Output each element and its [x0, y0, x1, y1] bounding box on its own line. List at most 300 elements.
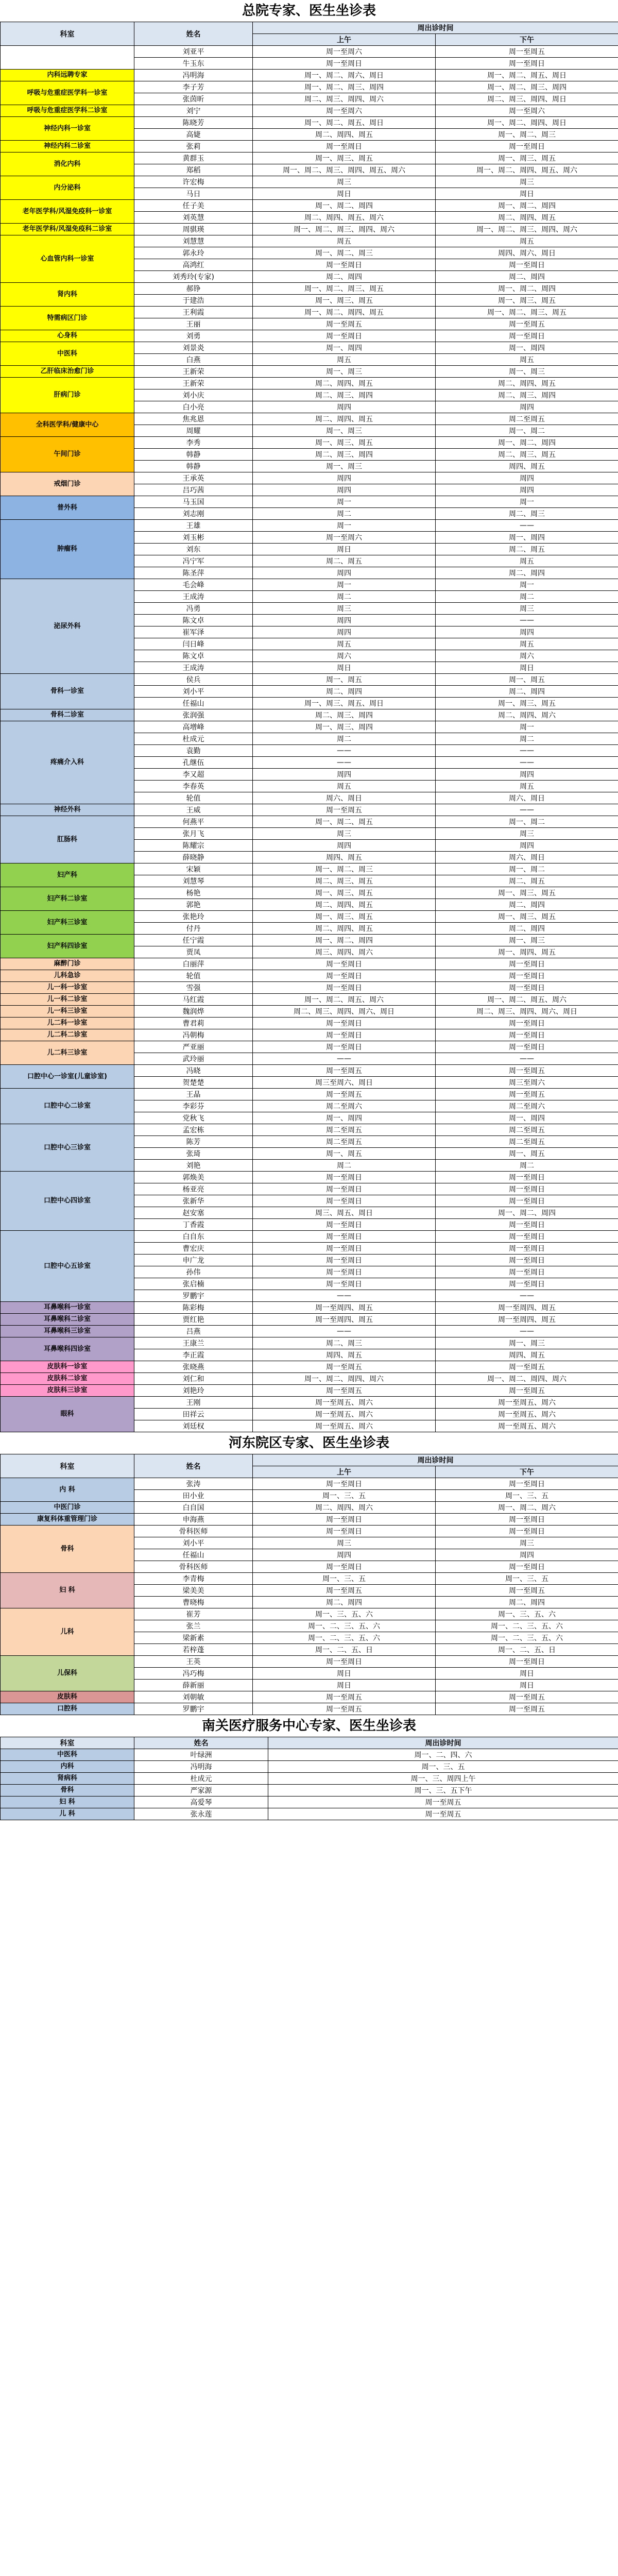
table-row	[1, 982, 618, 994]
pm-schedule: 周一至周日	[436, 958, 618, 970]
am-schedule: 周一、周二、周三	[253, 863, 436, 875]
am-schedule: 周一至周五	[253, 1065, 436, 1077]
pm-schedule: 周一、周二、周四、周六	[436, 1373, 618, 1385]
department-cell: 妇产科二诊室	[1, 887, 134, 911]
pm-schedule: 周二、周四	[436, 271, 618, 283]
pm-schedule: 周二、周四、周五	[436, 212, 618, 224]
pm-schedule: 周四、周六、周日	[436, 247, 618, 259]
department-cell: 口腔中心三诊室	[1, 1124, 134, 1172]
doctor-name: 刘英慧	[134, 212, 253, 224]
am-schedule: 周一至周五	[253, 1089, 436, 1100]
table-row	[1, 200, 618, 212]
department-cell: 特需病区门诊	[1, 307, 134, 330]
doctor-name: 武玲丽	[134, 1053, 253, 1065]
department-cell: 儿科急诊	[1, 970, 134, 982]
doctor-name: 贾凤	[134, 946, 253, 958]
doctor-name: 牛玉东	[134, 58, 253, 70]
table-row	[1, 863, 618, 875]
doctor-name: 严家源	[134, 1785, 268, 1797]
table-row	[1, 330, 618, 342]
doctor-name: 许宏梅	[134, 176, 253, 188]
am-schedule: 周五	[253, 354, 436, 366]
doctor-name: 刘小庆	[134, 389, 253, 401]
am-schedule: 周一、周三	[253, 461, 436, 472]
clinic-days: 周一、二、四、六	[268, 1749, 618, 1761]
am-schedule: ——	[253, 1053, 436, 1065]
pm-schedule: 周二至周六	[436, 1100, 618, 1112]
doctor-name: 魏润烨	[134, 1006, 253, 1018]
pm-schedule: 周一至周日	[436, 1195, 618, 1207]
pm-schedule: 周二、周三、周四、周日	[436, 93, 618, 105]
am-schedule: 周一至周日	[253, 1255, 436, 1266]
doctor-name: 王晶	[134, 1089, 253, 1100]
pm-schedule: 周二、周四	[436, 686, 618, 698]
doctor-name: 高鸿红	[134, 259, 253, 271]
am-schedule: 周一、周二、周三	[253, 247, 436, 259]
am-schedule: 周一、二、三、五、六	[253, 1632, 436, 1644]
doctor-name: 陈文卓	[134, 615, 253, 626]
pm-schedule: ——	[436, 615, 618, 626]
department-cell: 皮肤科一诊室	[1, 1361, 134, 1373]
pm-schedule: 周一、周二、周五、周六	[436, 994, 618, 1006]
am-schedule: 周四	[253, 484, 436, 496]
am-schedule: 周一至周日	[253, 982, 436, 994]
doctor-name: 王新荣	[134, 378, 253, 389]
table-row	[1, 1749, 618, 1761]
am-schedule: 周日	[253, 188, 436, 200]
department-cell: 戒烟门诊	[1, 472, 134, 496]
am-schedule: 周四	[253, 401, 436, 413]
am-schedule: 周日	[253, 662, 436, 674]
pm-schedule: 周二至周五	[436, 1124, 618, 1136]
pm-schedule: 周二、周四、周五	[436, 378, 618, 389]
department-cell: 肾内科	[1, 283, 134, 307]
table-row	[1, 1656, 618, 1668]
pm-schedule: 周四	[436, 840, 618, 852]
am-schedule: 周一、周二、周四	[253, 935, 436, 946]
pm-schedule: 周一、周二	[436, 816, 618, 828]
table-row	[1, 804, 618, 816]
doctor-name: 杨亚亮	[134, 1183, 253, 1195]
am-schedule: 周一、周三、周五	[253, 295, 436, 307]
pm-schedule: 周一至周日	[436, 1478, 618, 1490]
table-row	[1, 1326, 618, 1337]
header-dept: 科室	[1, 1737, 134, 1749]
section-title: 南关医疗服务中心专家、医生坐诊表	[201, 1718, 416, 1734]
am-schedule: 周一、周二、周四、周六	[253, 1373, 436, 1385]
doctor-name: 崔军泽	[134, 626, 253, 638]
am-schedule: 周一至周四、周五	[253, 1302, 436, 1314]
section-title: 河东院区专家、医生坐诊表	[228, 1435, 389, 1451]
table-row	[1, 1573, 618, 1585]
department-cell: 口腔中心二诊室	[1, 1089, 134, 1124]
am-schedule: 周一至周日	[253, 1231, 436, 1243]
doctor-name: 陈耀宗	[134, 840, 253, 852]
doctor-name: 高增峰	[134, 721, 253, 733]
am-schedule: 周日	[253, 1680, 436, 1691]
pm-schedule: 周一、三、五、六	[436, 1608, 618, 1620]
am-schedule: 周二至周六	[253, 1100, 436, 1112]
doctor-name: 梁美美	[134, 1585, 253, 1597]
pm-schedule: 周一、三、五	[436, 1573, 618, 1585]
am-schedule: 周一至周日	[253, 330, 436, 342]
department-cell: 儿一科三诊室	[1, 1006, 134, 1018]
department-cell: 全科医学科/健康中心	[1, 413, 134, 437]
pm-schedule: 周一至周六	[436, 105, 618, 117]
table-row	[1, 579, 618, 591]
am-schedule: 周二、周三、周四、周六、周日	[253, 1006, 436, 1018]
pm-schedule: ——	[436, 520, 618, 532]
pm-schedule: 周一至周日	[436, 1656, 618, 1668]
table-row	[1, 1172, 618, 1183]
am-schedule: 周一至周五、周六	[253, 1420, 436, 1432]
department-cell: 中医门诊	[1, 1502, 134, 1514]
department-cell: 呼吸与危重症医学科二诊室	[1, 105, 134, 117]
department-cell: 妇产科四诊室	[1, 935, 134, 958]
department-cell: 口腔中心五诊室	[1, 1231, 134, 1302]
department-cell: 妇产科	[1, 863, 134, 887]
doctor-name: 周骐瑛	[134, 224, 253, 235]
department-cell: 骨科	[1, 1526, 134, 1573]
doctor-name: 王成涛	[134, 662, 253, 674]
pm-schedule: 周一至周五、周六	[436, 1409, 618, 1420]
am-schedule: 周日	[253, 1668, 436, 1680]
pm-schedule: 周日	[436, 188, 618, 200]
pm-schedule: 周三至周六	[436, 1077, 618, 1089]
am-schedule: 周一至周日	[253, 1172, 436, 1183]
pm-schedule: 周一至周五	[436, 46, 618, 58]
pm-schedule: 周一至周五	[436, 1585, 618, 1597]
table-row	[1, 413, 618, 425]
am-schedule: ——	[253, 757, 436, 769]
department-cell: 骨科	[1, 1785, 134, 1797]
pm-schedule: 周一、周二、周四、周五、周六	[436, 164, 618, 176]
pm-schedule: 周五	[436, 555, 618, 567]
department-cell: 耳鼻喉科一诊室	[1, 1302, 134, 1314]
doctor-name: 刘景炎	[134, 342, 253, 354]
table-row	[1, 307, 618, 318]
am-schedule: 周一至周日	[253, 1195, 436, 1207]
department-cell: 儿二科一诊室	[1, 1018, 134, 1029]
pm-schedule: 周四、周五	[436, 1349, 618, 1361]
doctor-name: 刘小平	[134, 1537, 253, 1549]
department-cell: 麻醉门诊	[1, 958, 134, 970]
table-row	[1, 1385, 618, 1397]
am-schedule: 周一至周日	[253, 1526, 436, 1537]
am-schedule: 周二	[253, 508, 436, 520]
pm-schedule: 周一至周日	[436, 1041, 618, 1053]
pm-schedule: 周一、周二、周四	[436, 283, 618, 295]
doctor-name: 冯明海	[134, 1761, 268, 1773]
doctor-name: 张月飞	[134, 828, 253, 840]
pm-schedule: 周二、周四	[436, 899, 618, 911]
am-schedule: 周一至周五	[253, 1361, 436, 1373]
am-schedule: 周二、周四、周五	[253, 129, 436, 141]
am-schedule: 周一至周五	[253, 1691, 436, 1703]
pm-schedule: 周二、周三、周四	[436, 389, 618, 401]
doctor-name: 张涛	[134, 1478, 253, 1490]
department-cell: 皮肤科三诊室	[1, 1385, 134, 1397]
am-schedule: 周一、二、三、五、六	[253, 1620, 436, 1632]
department-cell: 消化内科	[1, 152, 134, 176]
doctor-name: 贺楚楚	[134, 1077, 253, 1089]
am-schedule: 周四	[253, 840, 436, 852]
pm-schedule: ——	[436, 757, 618, 769]
pm-schedule: 周二	[436, 1160, 618, 1172]
am-schedule: 周一至周日	[253, 1278, 436, 1290]
doctor-name: 孙伟	[134, 1266, 253, 1278]
department-cell: 老年医学科/风湿免疫科一诊室	[1, 200, 134, 224]
pm-schedule: ——	[436, 804, 618, 816]
am-schedule: 周六、周日	[253, 792, 436, 804]
pm-schedule: 周一、周二、周六	[436, 1502, 618, 1514]
pm-schedule: 周一至周日	[436, 1266, 618, 1278]
pm-schedule: 周一、周四、周五	[436, 946, 618, 958]
doctor-name: 于建浩	[134, 295, 253, 307]
table-row	[1, 141, 618, 152]
pm-schedule: ——	[436, 1326, 618, 1337]
table-row	[1, 81, 618, 93]
am-schedule: 周一至周日	[253, 141, 436, 152]
department-cell: 呼吸与危重症医学科一诊室	[1, 81, 134, 105]
am-schedule: 周四	[253, 626, 436, 638]
pm-schedule: 周一至周五	[436, 1703, 618, 1715]
pm-schedule: 周二、周三	[436, 508, 618, 520]
am-schedule: 周一至周六	[253, 532, 436, 544]
am-schedule: 周二、周四	[253, 1597, 436, 1608]
doctor-name: 何燕平	[134, 816, 253, 828]
am-schedule: 周二、周四、周五	[253, 378, 436, 389]
am-schedule: 周二至周五	[253, 1124, 436, 1136]
pm-schedule: 周五	[436, 638, 618, 650]
am-schedule: 周一、三、五	[253, 1490, 436, 1502]
table-row	[1, 911, 618, 923]
doctor-name: 郑稻	[134, 164, 253, 176]
doctor-name: 张艳玲	[134, 911, 253, 923]
pm-schedule: 周一、周二、周三、周四、周六	[436, 224, 618, 235]
pm-schedule: 周四、周五	[436, 461, 618, 472]
doctor-name: 韩静	[134, 449, 253, 461]
doctor-name: 郭艳	[134, 899, 253, 911]
doctor-name: 王英	[134, 1656, 253, 1668]
pm-schedule: 周一、二、三、五、六	[436, 1620, 618, 1632]
am-schedule: 周二	[253, 1160, 436, 1172]
am-schedule: 周二、周三、周四、周六	[253, 93, 436, 105]
table-row	[1, 1785, 618, 1797]
department-cell: 骨科二诊室	[1, 709, 134, 721]
am-schedule: 周二、周四	[253, 686, 436, 698]
doctor-name: 马日	[134, 188, 253, 200]
am-schedule: 周四	[253, 567, 436, 579]
am-schedule: 周二、周四	[253, 271, 436, 283]
doctor-name: 郭焕美	[134, 1172, 253, 1183]
am-schedule: 周一至周六	[253, 105, 436, 117]
doctor-name: 任子美	[134, 200, 253, 212]
table-row	[1, 117, 618, 129]
doctor-name: 冯明海	[134, 70, 253, 81]
header-period: 周出诊时间	[253, 22, 618, 34]
am-schedule: 周一、周二、周三、周四、周五、周六	[253, 164, 436, 176]
table-row	[1, 709, 618, 721]
header-row	[1, 22, 618, 34]
department-cell: 内 科	[1, 1478, 134, 1502]
doctor-name: 刘慧慧	[134, 235, 253, 247]
pm-schedule: 周一、周二、周四	[436, 1207, 618, 1219]
table-row	[1, 105, 618, 117]
am-schedule: 周一至周日	[253, 1018, 436, 1029]
department-cell: 肛肠科	[1, 816, 134, 863]
pm-schedule: 周六、周日	[436, 792, 618, 804]
pm-schedule: 周二	[436, 591, 618, 603]
am-schedule: 周一、周三、周五	[253, 911, 436, 923]
doctor-name: 薛晓静	[134, 852, 253, 863]
am-schedule: 周一至周五、周六	[253, 1409, 436, 1420]
doctor-name: 曹君莉	[134, 1018, 253, 1029]
table-row	[1, 1773, 618, 1785]
am-schedule: 周二、周四、周五	[253, 923, 436, 935]
doctor-name: 冯宁军	[134, 555, 253, 567]
am-schedule: 周一、周三、周五	[253, 437, 436, 449]
pm-schedule: 周五	[436, 235, 618, 247]
am-schedule: 周一	[253, 496, 436, 508]
header-pm: 下午	[436, 1466, 618, 1478]
department-cell: 中医科	[1, 342, 134, 366]
am-schedule: 周一、周三	[253, 366, 436, 378]
doctor-name: 罗鹏宇	[134, 1703, 253, 1715]
pm-schedule: 周二、周四、周六	[436, 709, 618, 721]
table-row	[1, 1691, 618, 1703]
table-row	[1, 1018, 618, 1029]
doctor-name: 马红霞	[134, 994, 253, 1006]
pm-schedule: 周一、周二、周五、周日	[436, 70, 618, 81]
clinic-days: 周一至周五	[268, 1797, 618, 1808]
doctor-name: 冯勇	[134, 603, 253, 615]
table-row	[1, 970, 618, 982]
pm-schedule: 周三	[436, 603, 618, 615]
am-schedule: 周一、周三、周五、周日	[253, 698, 436, 709]
doctor-name: 张兰	[134, 1620, 253, 1632]
doctor-name: 张茵昕	[134, 93, 253, 105]
doctor-name: 宋颖	[134, 863, 253, 875]
doctor-name: 田祥云	[134, 1409, 253, 1420]
pm-schedule: 周一至周日	[436, 259, 618, 271]
am-schedule: 周二	[253, 733, 436, 745]
am-schedule: 周一、三、五	[253, 1573, 436, 1585]
table-row	[1, 1065, 618, 1077]
pm-schedule: 周一、周三、周五	[436, 887, 618, 899]
pm-schedule: 周一、周四	[436, 1112, 618, 1124]
pm-schedule: 周二、周五	[436, 544, 618, 555]
doctor-name: 骨科医师	[134, 1561, 253, 1573]
doctor-name: 刘宁	[134, 105, 253, 117]
doctor-name: 冯晓	[134, 1065, 253, 1077]
table-row	[1, 1089, 618, 1100]
department-cell: 康复科体重管理门诊	[1, 1514, 134, 1526]
doctor-name: 陈彩梅	[134, 1302, 253, 1314]
am-schedule: 周四	[253, 1549, 436, 1561]
doctor-name: 陈圣萍	[134, 567, 253, 579]
table-row	[1, 366, 618, 378]
department-cell: 儿一科一诊室	[1, 982, 134, 994]
am-schedule: 周三至周六、周日	[253, 1077, 436, 1089]
doctor-name: 白燕	[134, 354, 253, 366]
doctor-name: 白丽萍	[134, 958, 253, 970]
table-row	[1, 1808, 618, 1820]
doctor-name: 孔继伍	[134, 757, 253, 769]
schedule-table	[0, 1737, 618, 1820]
pm-schedule: 周四	[436, 472, 618, 484]
section-title: 总院专家、医生坐诊表	[242, 3, 376, 19]
department-cell: 心血管内科一诊室	[1, 235, 134, 283]
table-row	[1, 1478, 618, 1490]
table-row	[1, 674, 618, 686]
pm-schedule: 周一至周日	[436, 330, 618, 342]
am-schedule: 周五	[253, 781, 436, 792]
pm-schedule: 周一、周三、周五	[436, 911, 618, 923]
department-cell: 皮肤科	[1, 1691, 134, 1703]
am-schedule: 周三	[253, 603, 436, 615]
doctor-name: 罗鹏宇	[134, 1290, 253, 1302]
table-row	[1, 958, 618, 970]
pm-schedule: 周二、周四	[436, 1597, 618, 1608]
am-schedule: 周一、周三、周五	[253, 887, 436, 899]
table-row	[1, 1029, 618, 1041]
doctor-name: 孟宏栋	[134, 1124, 253, 1136]
pm-schedule: 周三	[436, 1537, 618, 1549]
am-schedule: 周四	[253, 615, 436, 626]
pm-schedule: 周一、周三	[436, 935, 618, 946]
doctor-name: 王康兰	[134, 1337, 253, 1349]
am-schedule: 周一、周二、周六、周日	[253, 70, 436, 81]
doctor-name: 白小亮	[134, 401, 253, 413]
header-period: 周出诊时间	[253, 1454, 618, 1466]
am-schedule: 周二、周四、周六	[253, 1502, 436, 1514]
header-name: 姓名	[134, 1454, 253, 1478]
am-schedule: 周一、周二、周三、周五	[253, 283, 436, 295]
pm-schedule: 周四	[436, 1549, 618, 1561]
doctor-name: 袁勤	[134, 745, 253, 757]
doctor-name: 吕燕	[134, 1326, 253, 1337]
pm-schedule: ——	[436, 1053, 618, 1065]
doctor-name: 任福山	[134, 698, 253, 709]
department-cell: 骨科一诊室	[1, 674, 134, 709]
doctor-name: 张晓燕	[134, 1361, 253, 1373]
pm-schedule: 周一、周四	[436, 342, 618, 354]
pm-schedule: 周一、周二、周三、周四	[436, 81, 618, 93]
am-schedule: 周三	[253, 1537, 436, 1549]
am-schedule: 周一、周二、周四、周五	[253, 307, 436, 318]
doctor-name: 陈晓芳	[134, 117, 253, 129]
pm-schedule: 周日	[436, 1680, 618, 1691]
doctor-name: 任宁霞	[134, 935, 253, 946]
pm-schedule: 周一至周日	[436, 1029, 618, 1041]
pm-schedule: 周一至周五	[436, 1089, 618, 1100]
am-schedule: 周三	[253, 828, 436, 840]
am-schedule: 周五	[253, 235, 436, 247]
doctor-name: 薛新丽	[134, 1680, 253, 1691]
doctor-name: 刘艳玲	[134, 1385, 253, 1397]
doctor-name: 韩静	[134, 461, 253, 472]
department-cell: 午间门诊	[1, 437, 134, 472]
schedule-table	[0, 1454, 618, 1715]
pm-schedule: ——	[436, 1290, 618, 1302]
pm-schedule: 周二至周五	[436, 413, 618, 425]
am-schedule: 周四、周五	[253, 1349, 436, 1361]
doctor-name: 轮值	[134, 970, 253, 982]
am-schedule: 周二、周四、周五、周六	[253, 212, 436, 224]
pm-schedule: 周一、周二、周四、周日	[436, 117, 618, 129]
doctor-name: 叶绿洲	[134, 1749, 268, 1761]
